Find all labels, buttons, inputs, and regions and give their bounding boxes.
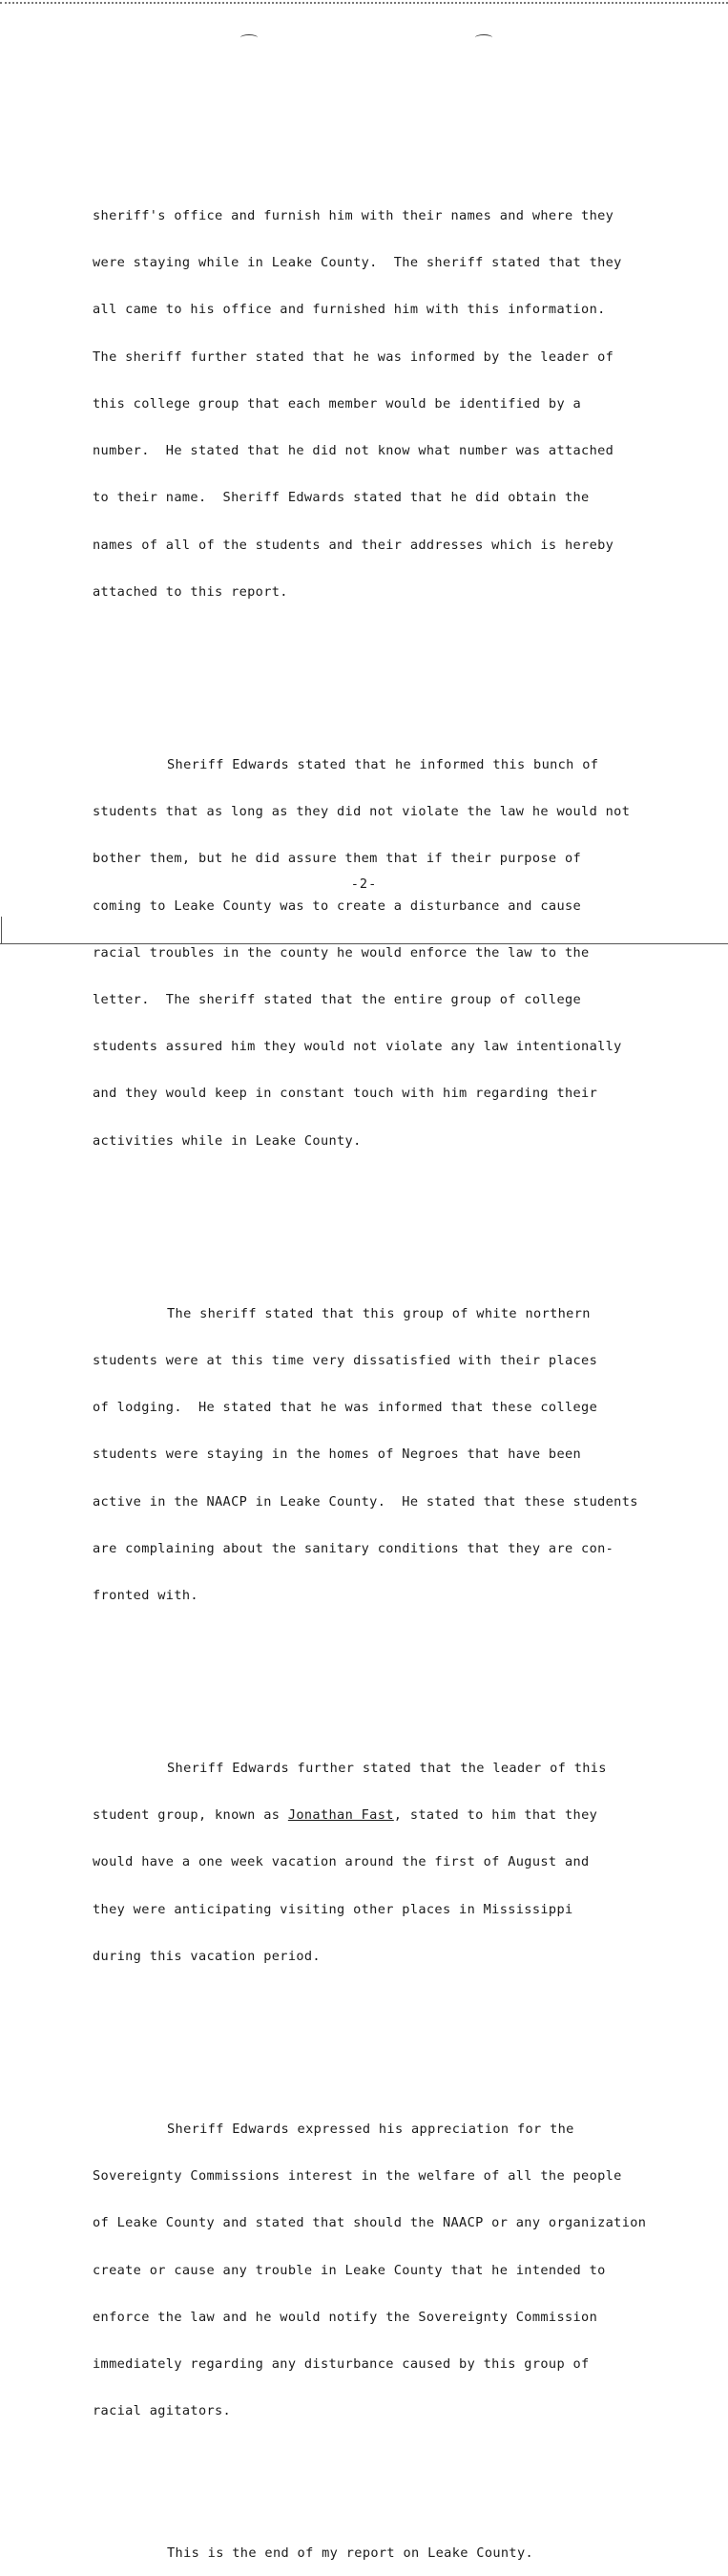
text-line: create or cause any trouble in Leake County that he intended to bbox=[93, 2262, 606, 2278]
text-line: activities while in Leake County. bbox=[93, 1132, 362, 1149]
text-line: would have a one week vacation around the first of August and bbox=[93, 1854, 590, 1870]
text-line: letter. The sheriff stated that the entire group of college bbox=[93, 991, 582, 1007]
text-line: students assured him they would not violate any law intentionally bbox=[93, 1039, 622, 1055]
paragraph-5 bbox=[93, 2090, 684, 2450]
text-line: students were staying in the homes of Negroes that have been bbox=[93, 1446, 582, 1463]
text-line: Sheriff Edwards expressed his appreciation for the bbox=[167, 2121, 574, 2137]
text-line: enforce the law and he would notify the Sovereignty Commission bbox=[93, 2309, 598, 2325]
text-fragment: , stated to him that they bbox=[393, 1807, 598, 1824]
text-line: racial troubles in the county he would enforce the law to the bbox=[93, 944, 590, 961]
text-line: students that as long as they did not violate the law he would not bbox=[93, 804, 631, 820]
text-line: to their name. Sheriff Edwards stated that he did obtain the bbox=[93, 490, 590, 506]
text-line: students were at this time very dissatisfied with their places bbox=[93, 1352, 598, 1368]
text-line: Sheriff Edwards stated that he informed this bunch of bbox=[167, 756, 599, 772]
text-line: coming to Leake County was to create a disturbance and cause bbox=[93, 897, 582, 914]
closing-line: This is the end of my report on Leake County. bbox=[167, 2544, 534, 2561]
document-body bbox=[93, 130, 684, 2576]
left-edge-mark bbox=[1, 917, 2, 943]
punch-mark-right bbox=[475, 34, 492, 41]
text-line: this college group that each member would be identified by a bbox=[93, 395, 582, 412]
paragraph-4 bbox=[93, 1729, 684, 1995]
text-line: Sovereignty Commissions interest in the welfare of all the people bbox=[93, 2168, 622, 2185]
text-line: sheriff's office and furnish him with their names and where they bbox=[93, 208, 614, 224]
text-line: active in the NAACP in Leake County. He stated that these students bbox=[93, 1493, 638, 1510]
text-line: during this vacation period. bbox=[93, 1948, 321, 1964]
paragraph-1 bbox=[93, 177, 684, 631]
text-line: of Leake County and stated that should the NAACP or any organization bbox=[93, 2215, 647, 2231]
text-line: bother them, but he did assure them that if their purpose of bbox=[93, 851, 582, 867]
text-line: all came to his office and furnished him with this information. bbox=[93, 302, 606, 318]
text-fragment: student group, known as bbox=[93, 1807, 288, 1824]
text-line: fronted with. bbox=[93, 1587, 198, 1603]
text-line: The sheriff further stated that he was informed by the leader of bbox=[93, 348, 614, 365]
text-line: they were anticipating visiting other places in Mississippi bbox=[93, 1901, 573, 1917]
text-line: names of all of the students and their addresses which is hereby bbox=[93, 537, 614, 553]
text-line: were staying while in Leake County. The sheriff stated that they bbox=[93, 255, 622, 271]
text-line: attached to this report. bbox=[93, 583, 288, 600]
text-line: and they would keep in constant touch with him regarding their bbox=[93, 1086, 598, 1102]
punch-mark-left bbox=[240, 34, 258, 41]
paragraph-2 bbox=[93, 726, 684, 1180]
text-line: racial agitators. bbox=[93, 2403, 232, 2419]
text-line: The sheriff stated that this group of white northern bbox=[167, 1305, 591, 1321]
top-dotted-rule bbox=[0, 2, 728, 4]
page-number: -2- bbox=[350, 876, 378, 892]
text-line: of lodging. He stated that he was informed that these college bbox=[93, 1400, 598, 1416]
text-line: are complaining about the sanitary conditions that they are con- bbox=[93, 1540, 614, 1556]
text-line bbox=[93, 1807, 684, 1823]
underlined-name: Jonathan Fast bbox=[287, 1807, 394, 1824]
paragraph-3 bbox=[93, 1275, 684, 1635]
bottom-rule bbox=[0, 943, 728, 944]
text-line: Sheriff Edwards further stated that the leader of this bbox=[167, 1761, 607, 1777]
text-line: immediately regarding any disturbance caused by this group of bbox=[93, 2356, 590, 2373]
text-line: number. He stated that he did not know what number was attached bbox=[93, 443, 614, 459]
